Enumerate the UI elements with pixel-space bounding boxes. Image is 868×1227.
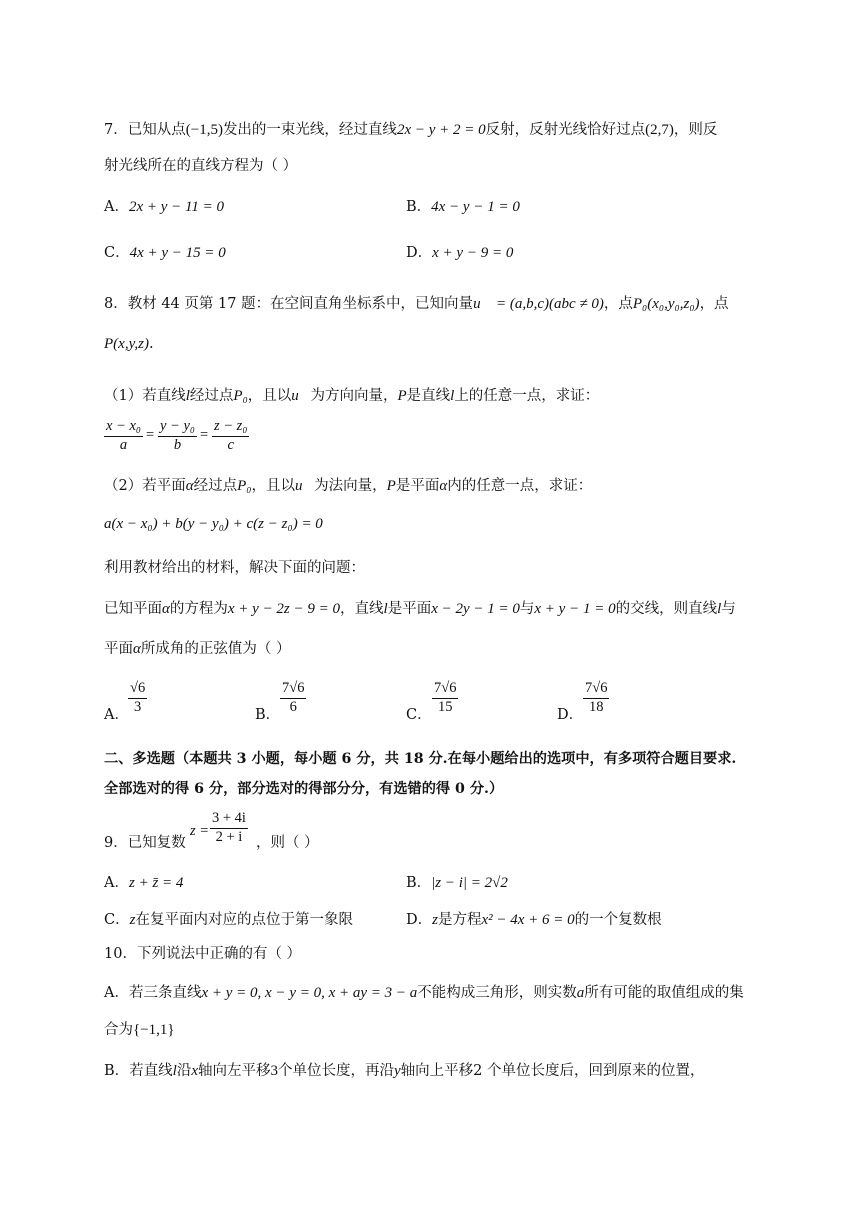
q8-text: 内的任意一点，求证： [447,478,593,494]
frac-denominator: 2 + i [215,829,243,845]
q10-text: 沿 [176,1063,192,1079]
q8-text: 8．教材 44 页第 17 题：在空间直角坐标系中，已知向量 [104,296,474,312]
q8-math: P [386,478,396,494]
q8-option-c-value [432,680,458,716]
q9-option-d [406,909,662,931]
q8-text: ，且以 [251,478,295,494]
q10-text: 轴向左平移 [198,1063,271,1079]
q8-text: 上的任意一点，求证： [454,388,600,404]
option-label: A． [104,875,129,891]
q8-condition-line2 [104,638,290,660]
q8-option-b-value [280,680,306,716]
q10-text: 2 个单位长度后，回到原来的位置， [473,1063,705,1079]
q10-math: 3 [270,1063,278,1079]
frac-denominator: b [173,437,182,453]
q8-text: 的方程为 [169,601,228,617]
q8-text: ，直线 [340,601,384,617]
option-text: z + z̄ = 4 [128,875,184,891]
frac-numerator: 7√6 [432,680,458,699]
q8-text: 的交线，则直线 [615,601,718,617]
q8-text: 与 [721,601,736,617]
option-math: z [432,912,438,928]
q8-math: P₀ [233,388,248,404]
q8-text: 为法向量， [314,478,387,494]
q8-text: ，点 [603,296,633,312]
frac-numerator: y − y₀ [158,418,197,437]
q9-prefix: 9．已知复数 [104,835,186,851]
q10-math: {−1,1} [133,1022,175,1038]
q8-point-p0: P₀(x₀,y₀,z₀) [632,296,700,312]
q8-math: l [717,601,722,617]
q8-vector: u⃗ = (a,b,c)(abc ≠ 0) [473,296,604,312]
q7-line1 [104,119,717,141]
q8-text: 是平面 [387,601,432,617]
q10-text: 不能构成三角形，则实数 [417,985,577,1001]
option-text: 4x + y − 15 = 0 [129,245,226,261]
q8-frac3 [212,418,249,454]
q7-text: 反射，反射光线恰好过点 [485,122,646,138]
equals-sign: = [146,427,155,443]
q8-math: u⃗ [291,388,311,404]
q8-text: 为方向向量， [310,388,398,404]
q8-line1 [104,293,729,315]
frac-denominator: 15 [437,699,453,715]
q8-text: （2）若平面 [104,478,186,494]
frac-numerator: x − x₀ [104,418,143,437]
q8-part1 [104,385,599,407]
q8-math: x − 2y − 1 = 0 [431,601,520,617]
q10-option-b-line1 [104,1060,705,1082]
frac-numerator: z − z₀ [212,418,249,437]
q10-option-a-line1 [104,982,744,1004]
q10-text: A．若三条直线 [104,985,202,1001]
q8-math: P₀ [237,478,252,494]
q10-option-a-line2 [104,1019,175,1041]
q8-math: α [439,478,448,494]
q8-math: α [162,601,170,617]
q9-fraction [210,810,248,846]
q8-use-text: 利用教材给出的材料，解决下面的问题： [104,560,365,576]
q7-text: 发出的一束光线，经过直线 [222,122,397,138]
q9-option-a [104,872,183,894]
q7-point2: (2,7) [645,122,674,138]
q8-option-d-value [583,680,609,716]
q8-math: x + y − 1 = 0 [534,601,616,617]
q10-stem: 10．下列说法中正确的有（ ） [104,946,302,962]
option-label: D． [406,245,433,261]
q10-math: y [394,1063,401,1079]
q8-math: α [133,641,141,657]
frac-numerator: 7√6 [280,680,306,699]
q8-math: P [397,388,407,404]
option-label: A． [104,199,129,215]
q8-text: 已知平面 [104,601,162,617]
q8-text: （1）若直线 [104,388,186,404]
q8-point-p: P(x,y,z) [104,336,149,352]
q8-math: l [383,601,388,617]
q8-part2 [104,475,592,497]
q8-frac1 [104,418,143,454]
q8-text: 所成角的正弦值为（ ） [140,641,291,657]
q8-option-a-label: A． [104,707,129,723]
q9-z-equals: z = [190,823,210,839]
q8-condition-line1 [104,598,736,620]
q10-math: l [172,1063,177,1079]
q8-text: 平面 [104,641,133,657]
q7-option-c [104,242,226,264]
q8-text: . [148,336,154,352]
q7-option-b [406,196,520,218]
q10-text: 所有可能的取值组成的集 [584,985,744,1001]
q8-text: 是平面 [395,478,440,494]
frac-numerator: 7√6 [583,680,609,699]
q8-text: 与 [519,601,535,617]
q9-suffix: ，则（ ） [256,835,319,851]
q10-text: B．若直线 [104,1063,173,1079]
q8-text: 经过点 [189,388,234,404]
option-label: B． [406,875,432,891]
q9-option-b [406,872,508,894]
frac-denominator: 18 [588,699,604,715]
section-heading-line2: 全部选对的得 6 分，部分选对的得部分分，有选错的得 0 分.） [104,781,504,797]
q8-text: ，点 [699,296,729,312]
q8-text: 是直线 [406,388,451,404]
q10-text: 合为 [104,1022,133,1038]
frac-denominator: a [119,437,128,453]
option-label: D． [406,912,433,928]
q7-option-a [104,196,224,218]
q8-option-a-value [128,680,147,716]
q7-option-d [406,242,513,264]
frac-denominator: 6 [289,699,297,715]
q10-math: a [576,985,585,1001]
option-text: 是方程 [437,912,482,928]
option-math: x² − 4x + 6 = 0 [481,912,575,928]
option-math: z [129,912,136,928]
q8-plane-equation: a(x − x₀) + b(y − y₀) + c(z − z₀) = 0 [104,516,323,532]
q10-text: 个单位长度，再沿 [278,1063,394,1079]
option-text: |z − i| = 2√2 [431,875,508,891]
option-label: C． [104,245,130,261]
frac-numerator: √6 [128,680,147,699]
option-text: 在复平面内对应的点位于第一象限 [135,912,353,928]
q8-option-b-label: B． [255,707,281,723]
q8-math: x + y − 2z − 9 = 0 [227,601,341,617]
q9-option-c [104,909,353,931]
q10-math: x + y = 0, x − y = 0, x + ay = 3 − a [201,985,418,1001]
q8-text: ，且以 [247,388,292,404]
frac-denominator: c [227,437,234,453]
option-label: B． [406,199,432,215]
equals-sign: = [200,427,209,443]
frac-denominator: 3 [133,699,142,715]
section-heading-line1: 二、多选题（本题共 3 小题，每小题 6 分，共 18 分.在每小题给出的选项中，有多项符合题目要求. [104,751,737,767]
option-text: 4x − y − 1 = 0 [431,199,520,215]
q7-line2: 射光线所在的直线方程为（ ） [104,158,298,174]
q8-line2 [104,333,154,355]
q8-text: 经过点 [193,478,238,494]
q8-option-c-label: C． [406,707,432,723]
q8-option-d-label: D． [557,707,584,723]
q7-line-equation: 2x − y + 2 = 0 [396,122,486,138]
q7-point1: (−1,5) [185,122,223,138]
option-text: 的一个复数根 [574,912,662,928]
q8-frac2 [158,418,197,454]
q7-text: 7．已知从点 [104,122,186,138]
q7-text: ，则反 [673,122,718,138]
q8-math: α [185,478,194,494]
q8-math: u⃗ [295,478,315,494]
q8-math: l [450,388,455,404]
option-text: 2x + y − 11 = 0 [128,199,225,215]
q10-math: x [191,1063,198,1079]
option-text: x + y − 9 = 0 [432,245,514,261]
frac-numerator: 3 + 4i [210,810,248,829]
q10-text: 轴向上平移 [400,1063,474,1079]
option-label: C． [104,912,130,928]
q8-math: l [185,388,190,404]
